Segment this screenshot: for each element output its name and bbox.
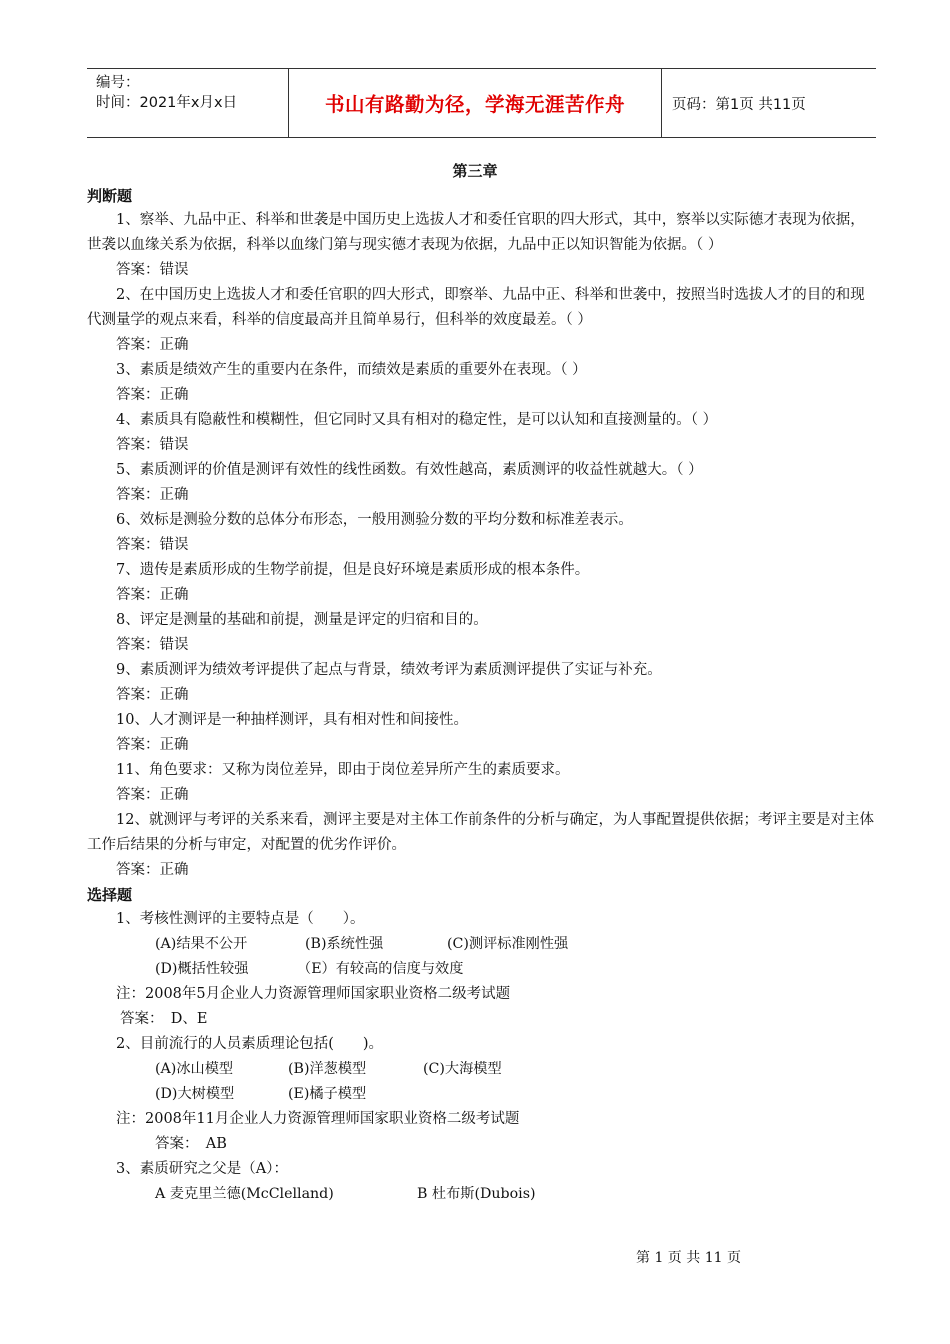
option: (B)洋葱模型: [288, 1061, 367, 1077]
choice-options-2a: [87, 1057, 879, 1082]
choice-section-title: 选择题: [87, 886, 133, 904]
choice-options-3a: [87, 1182, 879, 1207]
judgment-answer: 答案：错误: [116, 437, 189, 453]
judgment-answer: 答案：错误: [116, 637, 189, 653]
choice-question-2: 2、目前流行的人员素质理论包括( )。: [116, 1036, 384, 1052]
judgment-question: 3、素质是绩效产生的重要内在条件，而绩效是素质的重要外在表现。（ ）: [116, 362, 587, 378]
chapter-title: 第三章: [452, 162, 498, 180]
option: （E）有较高的信度与效度: [297, 961, 464, 977]
judgment-answer: 答案：错误: [116, 537, 189, 553]
choice-answer-2: 答案： AB: [155, 1136, 227, 1152]
option: B 杜布斯(Dubois): [417, 1186, 536, 1202]
choice-options-1a: [87, 932, 879, 957]
choice-options-1b: [87, 957, 879, 982]
judgment-answer: 答案：正确: [116, 337, 189, 353]
time-label: 时间：2021年x月x日: [96, 95, 238, 111]
option: (A)结果不公开: [155, 936, 248, 952]
judgment-answer: 答案：正确: [116, 787, 189, 803]
option: (B)系统性强: [305, 936, 384, 952]
judgment-question: 9、素质测评为绩效考评提供了起点与背景，绩效考评为素质测评提供了实证与补充。: [116, 662, 662, 678]
judgment-answer: 答案：正确: [116, 387, 189, 403]
option: (C)大海模型: [423, 1061, 502, 1077]
judgment-question: 2、在中国历史上选拔人才和委任官职的四大形式，即察举、九品中正、科举和世袭中，按照当时选拔人才的目的和现代测量学的观点来看，科举的信度最高并且简单易行，但科举的效度最差。（ ）: [87, 287, 865, 328]
judgment-answer: 答案：错误: [116, 262, 189, 278]
judgment-section-title: 判断题: [87, 187, 133, 205]
judgment-question: 11、角色要求：又称为岗位差异，即由于岗位差异所产生的素质要求。: [116, 762, 570, 778]
header-motto-cell: [288, 69, 662, 137]
judgment-question: 7、遗传是素质形成的生物学前提，但是良好环境是素质形成的根本条件。: [116, 562, 590, 578]
option: (C)测评标准刚性强: [447, 936, 569, 952]
judgment-answer: 答案：正确: [116, 862, 189, 878]
judgment-answer: 答案：正确: [116, 487, 189, 503]
option: (D)概括性较强: [155, 961, 249, 977]
option: A 麦克里兰德(McClelland): [155, 1186, 334, 1202]
judgment-question: 8、评定是测量的基础和前提，测量是评定的归宿和目的。: [116, 612, 488, 628]
judgment-question: 1、察举、九品中正、科举和世袭是中国历史上选拔人才和委任官职的四大形式，其中，察举以实际德才表现为依据，世袭以血缘关系为依据，科举以血缘门第与现实德才表现为依据，九品中正以知识智能为依据。（ ）: [87, 212, 865, 253]
judgment-question: 12、就测评与考评的关系来看，测评主要是对主体工作前条件的分析与确定，为人事配置提供依据；考评主要是对主体工作后结果的分析与审定，对配置的优劣作评价。: [87, 812, 874, 853]
header-left-cell: [87, 69, 288, 137]
choice-options-2b: [87, 1082, 879, 1107]
judgment-answer: 答案：正确: [116, 737, 189, 753]
judgment-question: 4、素质具有隐蔽性和模糊性，但它同时又具有相对的稳定性，是可以认知和直接测量的。（ ）: [116, 412, 718, 428]
header-page-cell: [662, 69, 876, 137]
choice-question-1: 1、考核性测评的主要特点是（ ）。: [116, 911, 365, 927]
judgment-list: [87, 208, 879, 883]
document-body: [87, 184, 879, 1207]
page-footer: 第 1 页 共 11 页: [636, 1250, 741, 1266]
choice-answer-1: 答案： D、E: [120, 1011, 208, 1027]
judgment-question: 5、素质测评的价值是测评有效性的线性函数。有效性越高，素质测评的收益性就越大。（ ）: [116, 462, 703, 478]
choice-note-2: 注：2008年11月企业人力资源管理师国家职业资格二级考试题: [116, 1111, 520, 1127]
judgment-question: 10、人才测评是一种抽样测评，具有相对性和间接性。: [116, 712, 468, 728]
choice-note-1: 注：2008年5月企业人力资源管理师国家职业资格二级考试题: [116, 986, 511, 1002]
motto: 书山有路勤为径，学海无涯苦作舟: [324, 93, 625, 116]
judgment-answer: 答案：正确: [116, 687, 189, 703]
option: (A)冰山模型: [155, 1061, 234, 1077]
header-table: [87, 68, 876, 138]
option: (D)大树模型: [155, 1086, 235, 1102]
number-label: 编号：: [96, 75, 140, 91]
option: (E)橘子模型: [288, 1086, 367, 1102]
judgment-answer: 答案：正确: [116, 587, 189, 603]
choice-question-3: 3、素质研究之父是（A）：: [116, 1161, 288, 1177]
judgment-question: 6、效标是测验分数的总体分布形态，一般用测验分数的平均分数和标准差表示。: [116, 512, 633, 528]
page-info: 页码：第1页 共11页: [672, 96, 806, 113]
